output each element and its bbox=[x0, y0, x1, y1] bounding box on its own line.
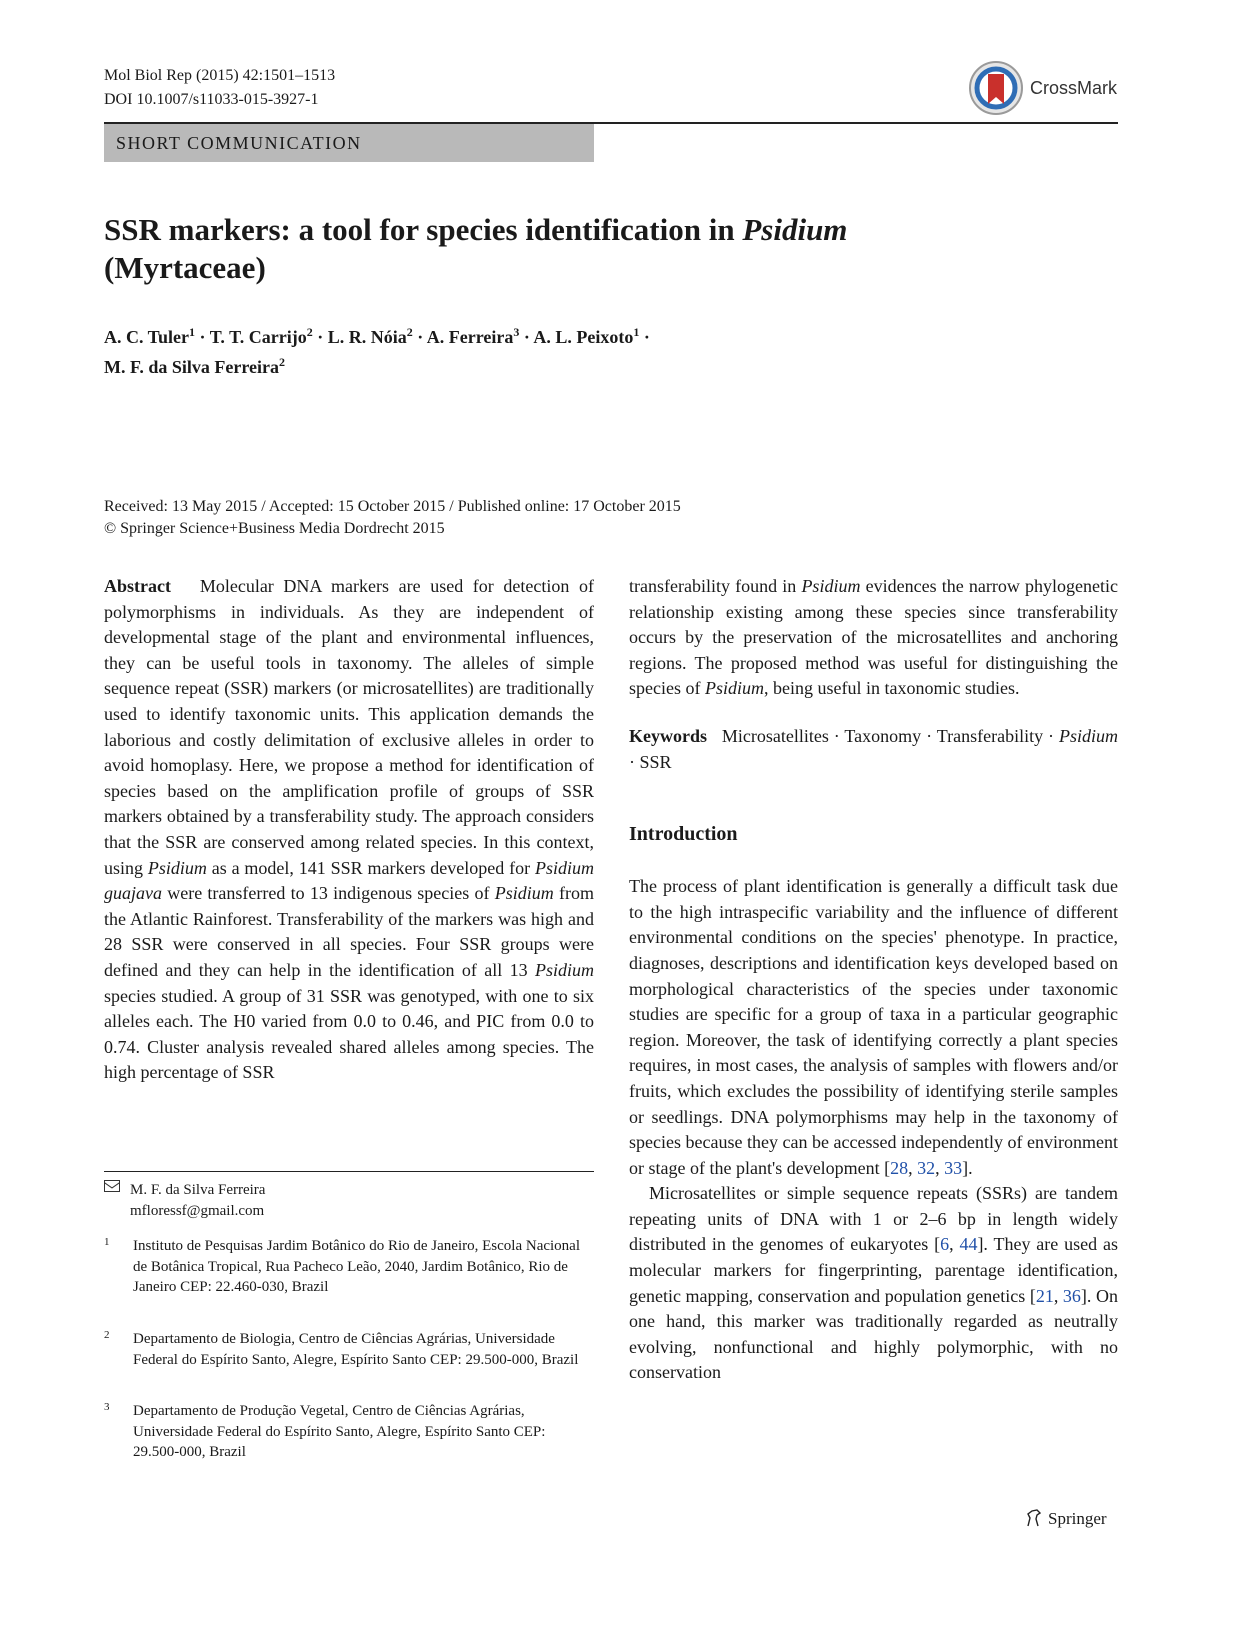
correspondence-name: M. F. da Silva Ferreira bbox=[130, 1182, 266, 1198]
abstract-text: from the Atlantic Rainforest. Transferability of the markers was high and 28 SSR were conserved in all species. Four SSR groups were defined and they can help in the identification of all 13 bbox=[104, 883, 594, 980]
intro-text: ]. On one hand, this marker was traditionally regarded as neutrally evolving, nonfunctional and highly polymorphic, with no conservation bbox=[629, 1285, 1118, 1383]
citation-close: ]. bbox=[962, 1157, 973, 1178]
author-separator: · bbox=[312, 327, 328, 347]
citation-link[interactable]: 36 bbox=[1062, 1285, 1081, 1306]
correspondence bbox=[104, 1180, 594, 1222]
citation-link[interactable]: 6 bbox=[940, 1234, 950, 1255]
crossmark-label: CrossMark bbox=[1030, 78, 1118, 98]
abstract-text: evidences the narrow phylogenetic relationship existing among these species since transferability occurs by the preservation of the microsatellites and anchoring regions. The proposed method was useful for distinguishing the species of bbox=[629, 576, 1118, 699]
abstract-italic: Psidium bbox=[704, 678, 764, 699]
citation-link[interactable]: 44 bbox=[959, 1234, 978, 1255]
abstract-paragraph bbox=[104, 574, 594, 1086]
citation-link[interactable]: 21 bbox=[1035, 1285, 1054, 1306]
author-affil: 3 bbox=[513, 325, 520, 339]
intro-text: Microsatellites or simple sequence repeats (SSRs) are tandem repeating units of DNA with 1 or 2–6 bp in length widely distributed in the genomes of eukaryotes [ bbox=[629, 1183, 1118, 1255]
intro-paragraph-2 bbox=[629, 1181, 1118, 1386]
citation-link[interactable]: 33 bbox=[944, 1157, 963, 1178]
citation-link[interactable]: 32 bbox=[917, 1157, 936, 1178]
keyword-italic: Psidium bbox=[1058, 725, 1118, 746]
affiliation-2 bbox=[104, 1329, 594, 1370]
footnote-rule bbox=[104, 1171, 594, 1172]
abstract-label: Abstract bbox=[104, 576, 171, 596]
crossmark-icon bbox=[968, 60, 1024, 116]
crossmark-badge[interactable] bbox=[968, 60, 1118, 116]
author-affil: 2 bbox=[406, 325, 413, 339]
author-name[interactable]: A. C. Tuler bbox=[104, 327, 190, 347]
abstract-italic: Psidium bbox=[534, 959, 594, 980]
affiliation-number: 1 bbox=[104, 1236, 110, 1248]
author-list bbox=[104, 320, 1004, 380]
abstract-text: species studied. A group of 31 SSR was genotyped, with one to six alleles each. The H0 varied from 0.0 to 0.46, and PIC from 0.0 to 0.74. Cluster analysis revealed shared alleles among species. The high percentage of SSR bbox=[104, 985, 594, 1083]
publication-dates bbox=[104, 496, 1004, 540]
keywords-tail: · SSR bbox=[629, 751, 672, 772]
author-name[interactable]: T. T. Carrijo bbox=[209, 327, 307, 347]
abstract-italic: Psidium bbox=[147, 857, 207, 878]
affiliation-3 bbox=[104, 1401, 594, 1463]
intro-text: The process of plant identification is generally a difficult task due to the high intraspecific variability and the influence of different environmental conditions on the species' phenotype. In practice, diagnoses, descriptions and identification keys developed based on morphological characteristics of the species under taxonomic studies are specific for a group of taxa in a particular geographic region. Moreover, the task of identifying correctly a plant species requires, in most cases, the analysis of samples with flowers and/or fruits, which excludes the possibility of identifying sterile samples or seedlings. DNA polymorphisms may help in the taxonomy of species because they can be accessed independently of environment or stage of the plant's development [ bbox=[629, 876, 1118, 1178]
keywords bbox=[629, 724, 1118, 775]
envelope-icon bbox=[104, 1180, 120, 1192]
left-column bbox=[104, 574, 594, 1086]
affiliation-1 bbox=[104, 1236, 594, 1298]
affiliation-text: Departamento de Biologia, Centro de Ciências Agrárias, Universidade Federal do Espírito Santo, Alegre, Espírito Santo CEP: 29.500-000, Brazil bbox=[133, 1331, 579, 1368]
journal-line: Mol Biol Rep (2015) 42:1501–1513 bbox=[104, 67, 336, 84]
author-name[interactable]: A. L. Peixoto bbox=[533, 327, 634, 347]
affiliation-number: 3 bbox=[104, 1401, 110, 1413]
citation-separator: , bbox=[1053, 1285, 1063, 1306]
history-line: Received: 13 May 2015 / Accepted: 15 October 2015 / Published online: 17 October 2015 bbox=[104, 498, 681, 515]
citation-separator: , bbox=[949, 1234, 960, 1255]
abstract-text: , being useful in taxonomic studies. bbox=[764, 678, 1020, 699]
abstract-text: transferability found in bbox=[629, 576, 802, 596]
citation-link[interactable]: 28 bbox=[890, 1157, 909, 1178]
author-separator: · bbox=[519, 327, 534, 347]
springer-horse-icon bbox=[1024, 1508, 1044, 1528]
author-affil: 2 bbox=[278, 355, 285, 369]
affiliation-number: 2 bbox=[104, 1329, 110, 1341]
intro-text: ]. They are used as molecular markers for fingerprinting, parentage identification, genetic mapping, conservation and population genetics [ bbox=[629, 1234, 1118, 1306]
section-type-band: SHORT COMMUNICATION bbox=[104, 124, 594, 162]
author-separator: · bbox=[412, 327, 427, 347]
right-column bbox=[629, 574, 1118, 1386]
abstract-italic: Psidium bbox=[494, 883, 554, 904]
doi-line[interactable]: DOI 10.1007/s11033-015-3927-1 bbox=[104, 91, 319, 108]
abstract-text: Molecular DNA markers are used for detection of polymorphisms in individuals. As they are independent of developmental stage of the plant and environmental influences, they can be useful tools in taxonomy. The alleles of simple sequence repeat (SSR) markers (or microsatellites) are traditionally used to identify taxonomic units. This application demands the laborious and costly delimitation of exclusive alleles in order to avoid homoplasy. Here, we propose a method for identification of species based on the amplification profile of groups of SSR markers obtained by a transferability study. The approach considers that the SSR are conserved among related species. In this context, using bbox=[104, 576, 594, 878]
affiliation-text: Instituto de Pesquisas Jardim Botânico do Rio de Janeiro, Escola Nacional de Botânica Tropical, Rua Pacheco Leão, 2040, Jardim Botânico, Rio de Janeiro CEP: 22.460-030, Brazil bbox=[133, 1238, 580, 1295]
springer-logo bbox=[1024, 1508, 1107, 1529]
abstract-italic: Psidium bbox=[801, 576, 861, 596]
title-text: SSR markers: a tool for species identification in bbox=[104, 212, 743, 247]
copyright-line: © Springer Science+Business Media Dordrecht 2015 bbox=[104, 520, 445, 537]
author-name[interactable]: M. F. da Silva Ferreira bbox=[104, 357, 279, 377]
author-affil: 2 bbox=[306, 325, 313, 339]
author-separator: · bbox=[195, 327, 210, 347]
author-separator: · bbox=[639, 327, 650, 347]
section-heading-introduction: Introduction bbox=[629, 823, 738, 846]
citation-separator: , bbox=[908, 1157, 918, 1178]
journal-citation bbox=[104, 64, 335, 112]
keywords-list: Microsatellites · Taxonomy · Transferability · bbox=[721, 725, 1059, 746]
citation-separator: , bbox=[935, 1157, 945, 1178]
author-affil: 1 bbox=[633, 325, 640, 339]
author-name[interactable]: A. Ferreira bbox=[426, 327, 514, 347]
affiliation-text: Departamento de Produção Vegetal, Centro de Ciências Agrárias, Universidade Federal do Espírito Santo, Alegre, Espírito Santo CEP: 29.500-000, Brazil bbox=[133, 1403, 546, 1460]
article-title bbox=[104, 211, 1004, 287]
publisher-name: Springer bbox=[1048, 1509, 1107, 1528]
abstract-italic: Psidium guajava bbox=[104, 857, 594, 904]
keywords-label: Keywords bbox=[629, 725, 707, 746]
author-name[interactable]: L. R. Nóia bbox=[327, 327, 407, 347]
author-affil: 1 bbox=[189, 325, 196, 339]
abstract-continuation bbox=[629, 574, 1118, 702]
title-genus: Psidium bbox=[742, 212, 848, 247]
correspondence-email[interactable]: mfloressf@gmail.com bbox=[130, 1203, 265, 1219]
abstract-text: were transferred to 13 indigenous species of bbox=[162, 883, 495, 904]
title-family: (Myrtaceae) bbox=[104, 250, 266, 285]
intro-paragraph-1 bbox=[629, 874, 1118, 1181]
abstract-text: as a model, 141 SSR markers developed for bbox=[206, 857, 535, 878]
